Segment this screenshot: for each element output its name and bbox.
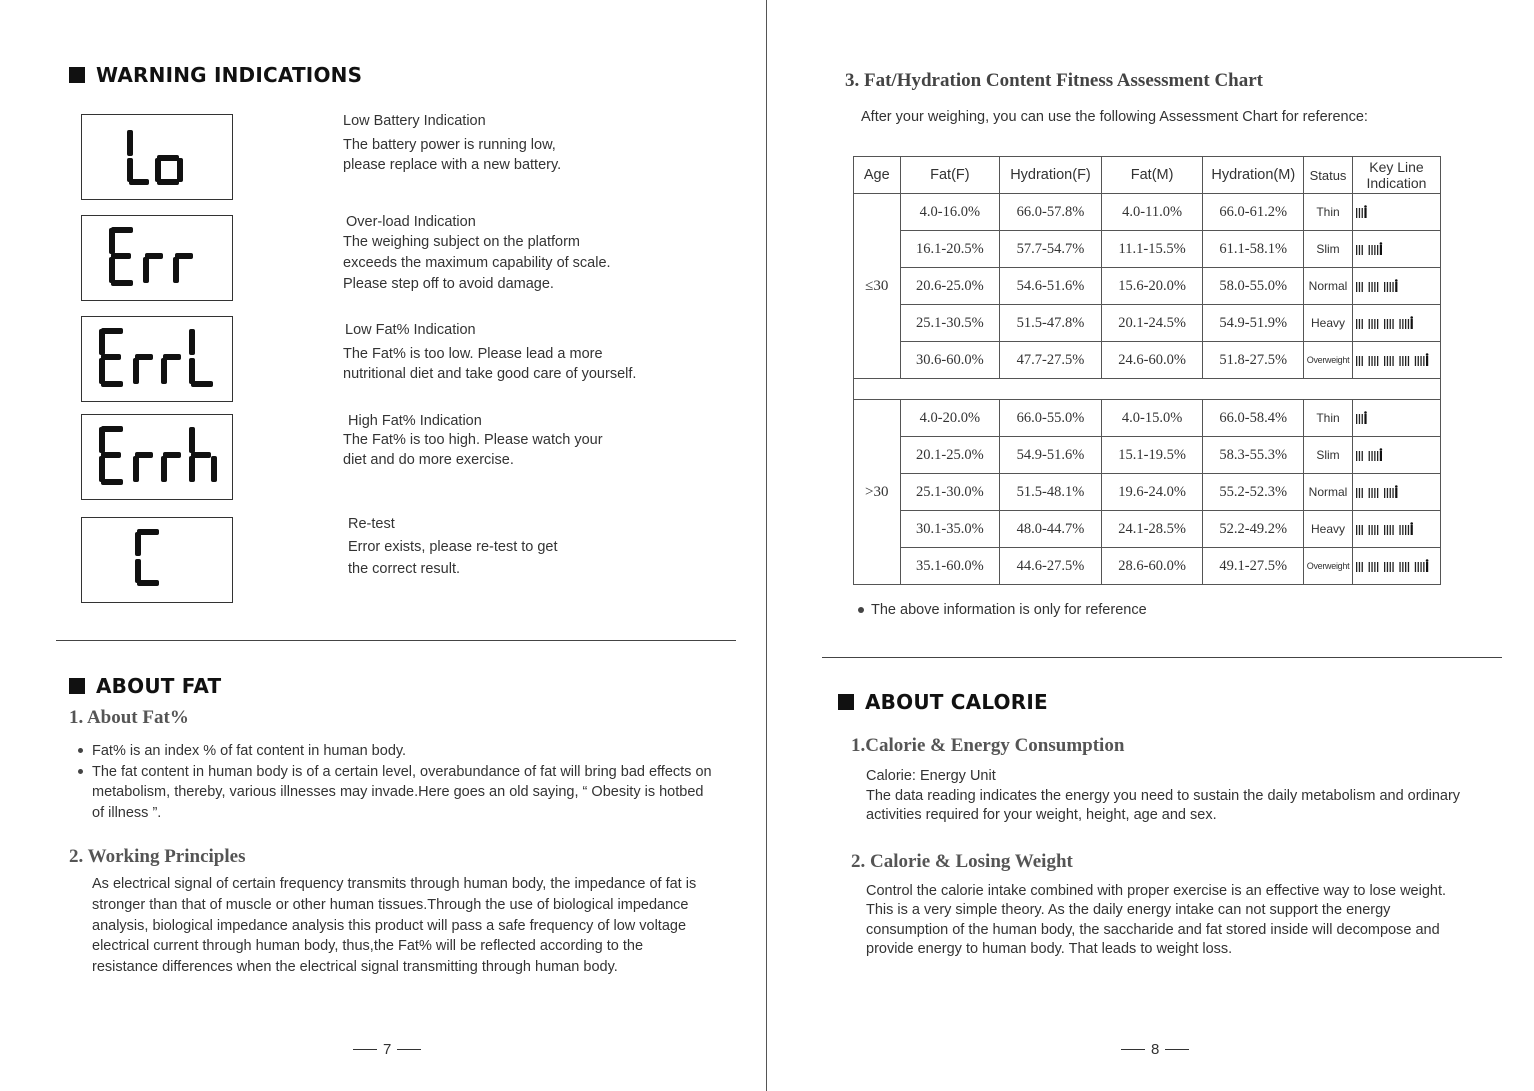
key-line-marker: [1411, 525, 1413, 535]
key-line-tick: [1377, 356, 1378, 366]
table-cell: 61.1-58.1%: [1203, 231, 1304, 268]
table-cell: 15.6-20.0%: [1101, 268, 1203, 305]
key-line-tick: [1387, 562, 1388, 572]
table-cell: 54.6-51.6%: [1000, 268, 1102, 305]
key-line-tick: [1371, 356, 1372, 366]
key-line-tick: [1356, 488, 1357, 498]
key-line-indication-icon: [1356, 485, 1440, 499]
warning-desc-line: The weighing subject on the platform: [343, 234, 580, 250]
key-line-marker: [1426, 356, 1428, 366]
chart-heading: 3. Fat/Hydration Content Fitness Assessment Chart: [845, 70, 1263, 91]
calorie-energy-line: The data reading indicates the energy you need to sustain the daily metabolism and ordinary activities required for your weight, height, age and sex.: [866, 787, 1461, 823]
key-line-tick: [1423, 356, 1424, 366]
key-line-tick: [1356, 282, 1357, 292]
key-line-tick: [1384, 562, 1385, 572]
key-line-cell: [1352, 548, 1440, 585]
key-line-indication-icon: [1356, 448, 1440, 462]
key-line-indication-icon: [1356, 522, 1440, 536]
key-line-tick: [1387, 356, 1388, 366]
table-cell: 51.5-48.1%: [1000, 474, 1102, 511]
column-header: Fat(M): [1101, 157, 1203, 194]
key-line-tick: [1362, 414, 1363, 424]
status-cell: Heavy: [1304, 305, 1353, 342]
page-number-text: 7: [383, 1041, 392, 1058]
key-line-dot: [1395, 485, 1398, 488]
key-line-dot: [1410, 316, 1413, 319]
warning-title: Over-load Indication: [346, 214, 476, 230]
table-cell: 16.1-20.5%: [900, 231, 1000, 268]
key-line-tick: [1399, 319, 1400, 329]
page-number-dash: [1165, 1049, 1189, 1050]
key-line-dot: [1364, 411, 1367, 414]
warning-title: Low Fat% Indication: [345, 322, 476, 338]
status-cell: Slim: [1304, 437, 1353, 474]
key-line-cell: [1352, 400, 1440, 437]
column-header: Age: [854, 157, 901, 194]
key-line-tick: [1402, 525, 1403, 535]
chart-body: [854, 194, 1441, 585]
table-row: [854, 194, 1441, 231]
key-line-tick: [1359, 245, 1360, 255]
key-line-cell: [1352, 511, 1440, 548]
lcd-display-lo: [81, 114, 233, 200]
key-line-tick: [1392, 562, 1393, 572]
table-row: [854, 548, 1441, 585]
about-calorie-heading-text: ABOUT CALORIE: [865, 690, 1048, 714]
key-line-tick: [1359, 525, 1360, 535]
key-line-tick: [1369, 282, 1370, 292]
key-line-tick: [1377, 451, 1378, 461]
key-line-tick: [1371, 245, 1372, 255]
key-line-tick: [1369, 525, 1370, 535]
key-line-tick: [1362, 245, 1363, 255]
calorie-energy-text: [866, 767, 1466, 826]
page-divider: [766, 0, 767, 1091]
table-cell: 4.0-16.0%: [900, 194, 1000, 231]
warning-item-low-fat: [343, 322, 636, 384]
key-line-tick: [1369, 245, 1370, 255]
key-line-marker: [1364, 414, 1366, 424]
table-cell: 24.1-28.5%: [1101, 511, 1203, 548]
key-line-tick: [1390, 282, 1391, 292]
calorie-losing-weight-text: Control the calorie intake combined with proper exercise is an effective way to lose weight. This is a very simple theory. As the daily energy intake can not support the energy consumption of the human body, the saccharide and fat stored inside will decompose and provide energy to human body. That leads to weight loss.: [866, 883, 1447, 957]
key-line-tick: [1374, 562, 1375, 572]
page-number-right: [1115, 1041, 1195, 1058]
key-line-tick: [1359, 414, 1360, 424]
key-line-tick: [1369, 451, 1370, 461]
key-line-tick: [1415, 562, 1416, 572]
table-cell: 49.1-27.5%: [1203, 548, 1304, 585]
key-line-tick: [1377, 562, 1378, 572]
key-line-tick: [1371, 319, 1372, 329]
key-line-tick: [1362, 356, 1363, 366]
key-line-tick: [1374, 319, 1375, 329]
key-line-tick: [1405, 319, 1406, 329]
key-line-tick: [1371, 282, 1372, 292]
heading-square-icon: [69, 678, 85, 694]
table-cell: 51.8-27.5%: [1203, 342, 1304, 379]
key-line-cell: [1352, 305, 1440, 342]
key-line-tick: [1377, 245, 1378, 255]
status-cell: Overweight: [1304, 342, 1353, 379]
table-row: [854, 437, 1441, 474]
key-line-tick: [1369, 488, 1370, 498]
key-line-tick: [1369, 356, 1370, 366]
key-line-tick: [1359, 562, 1360, 572]
key-line-indication-icon: [1356, 353, 1440, 367]
page-number-dash: [1121, 1049, 1145, 1050]
warning-item-retest: [348, 516, 558, 580]
warning-desc-line: the correct result.: [348, 561, 461, 577]
warning-item-high-fat: [343, 413, 603, 470]
about-fat-heading-text: ABOUT FAT: [96, 674, 222, 698]
key-line-tick: [1405, 356, 1406, 366]
key-line-tick: [1423, 562, 1424, 572]
key-line-tick: [1356, 525, 1357, 535]
key-line-tick: [1390, 356, 1391, 366]
warning-desc-line: diet and do more exercise.: [343, 452, 514, 468]
warning-item-overload: [343, 214, 611, 295]
warning-desc-line: Please step off to avoid damage.: [343, 276, 554, 292]
key-line-tick: [1356, 245, 1357, 255]
column-header: Hydration(M): [1203, 157, 1304, 194]
column-header: Fat(F): [900, 157, 1000, 194]
key-line-tick: [1362, 208, 1363, 218]
calorie-losing-weight-subheading: 2. Calorie & Losing Weight: [851, 851, 1073, 872]
key-line-tick: [1356, 562, 1357, 572]
key-line-tick: [1418, 562, 1419, 572]
table-gap-row: [854, 379, 1441, 400]
warning-desc-line: please replace with a new battery.: [343, 157, 562, 173]
key-line-tick: [1371, 451, 1372, 461]
key-line-tick: [1362, 319, 1363, 329]
about-calorie-heading: [838, 690, 1048, 714]
key-line-marker: [1395, 488, 1397, 498]
key-line-tick: [1362, 562, 1363, 572]
table-cell: 30.1-35.0%: [900, 511, 1000, 548]
key-line-tick: [1390, 319, 1391, 329]
chart-note: [858, 600, 1147, 621]
warning-title: Re-test: [348, 516, 395, 532]
key-line-tick: [1399, 562, 1400, 572]
key-line-marker: [1426, 562, 1428, 572]
warning-desc-line: nutritional diet and take good care of yourself.: [343, 366, 637, 382]
key-line-tick: [1369, 319, 1370, 329]
key-line-tick: [1374, 245, 1375, 255]
page-number-left: [347, 1041, 427, 1058]
key-line-tick: [1356, 319, 1357, 329]
table-cell: 24.6-60.0%: [1101, 342, 1203, 379]
calorie-energy-line: Calorie: Energy Unit: [866, 768, 996, 784]
key-line-tick: [1390, 525, 1391, 535]
key-line-tick: [1359, 488, 1360, 498]
key-line-header-line: Indication: [1366, 175, 1427, 191]
table-cell: 66.0-61.2%: [1203, 194, 1304, 231]
table-cell: 19.6-24.0%: [1101, 474, 1203, 511]
status-cell: Overweight: [1304, 548, 1353, 585]
lcd-errh-icon: [87, 422, 227, 492]
status-cell: Thin: [1304, 400, 1353, 437]
key-line-tick: [1408, 525, 1409, 535]
key-line-cell: [1352, 342, 1440, 379]
key-line-dot: [1395, 279, 1398, 282]
table-cell: 66.0-58.4%: [1203, 400, 1304, 437]
key-line-tick: [1384, 319, 1385, 329]
key-line-tick: [1362, 525, 1363, 535]
status-cell: Normal: [1304, 268, 1353, 305]
key-line-tick: [1362, 488, 1363, 498]
table-row: [854, 400, 1441, 437]
key-line-tick: [1408, 356, 1409, 366]
key-line-tick: [1371, 525, 1372, 535]
lcd-c-icon: [97, 525, 217, 595]
key-line-dot: [1380, 448, 1383, 451]
key-line-cell: [1352, 194, 1440, 231]
about-fat-subheading: 1. About Fat%: [69, 707, 189, 728]
page-number-dash: [353, 1049, 377, 1050]
table-cell: 47.7-27.5%: [1000, 342, 1102, 379]
column-header: Hydration(F): [1000, 157, 1102, 194]
key-line-dot: [1380, 242, 1383, 245]
key-line-tick: [1377, 525, 1378, 535]
key-line-tick: [1415, 356, 1416, 366]
key-line-tick: [1390, 488, 1391, 498]
heading-square-icon: [838, 694, 854, 710]
key-line-indication-icon: [1356, 411, 1440, 425]
key-line-tick: [1374, 451, 1375, 461]
key-line-marker: [1364, 208, 1366, 218]
key-line-tick: [1369, 562, 1370, 572]
key-line-cell: [1352, 268, 1440, 305]
table-cell: 28.6-60.0%: [1101, 548, 1203, 585]
key-line-dot: [1364, 205, 1367, 208]
table-row: [854, 511, 1441, 548]
table-cell: 25.1-30.0%: [900, 474, 1000, 511]
warning-desc-line: exceeds the maximum capability of scale.: [343, 255, 611, 271]
key-line-tick: [1405, 525, 1406, 535]
table-cell: 52.2-49.2%: [1203, 511, 1304, 548]
working-principles-text: As electrical signal of certain frequency transmits through human body, the impedance of fat is stronger than that of muscle or other human tissues.Through the use of biological impedance analysis, biological impedance analysis this product will pass a safe frequency of low voltage electrical current through human body, thus,the Fat% will be reflected according to the resistance differences when the electrical signal transmitting through human body.: [92, 876, 697, 976]
warning-desc-line: The battery power is running low,: [343, 137, 556, 153]
page-number-dash: [397, 1049, 421, 1050]
table-cell: 4.0-20.0%: [900, 400, 1000, 437]
list-item: The fat content in human body is of a certain level, overabundance of fat will bring bad effects on metabolism, thereby, various illnesses may invade.Here goes an old saying, “ Obesity is hotbed of illness ”.: [78, 762, 718, 824]
status-cell: Thin: [1304, 194, 1353, 231]
chart-note-text: The above information is only for reference: [871, 602, 1147, 618]
table-cell: 15.1-19.5%: [1101, 437, 1203, 474]
column-header-key-line: [1352, 157, 1440, 194]
key-line-cell: [1352, 437, 1440, 474]
warning-heading-text: WARNING INDICATIONS: [96, 63, 363, 87]
table-gap-cell: [854, 379, 1441, 400]
key-line-indication-icon: [1356, 279, 1440, 293]
table-cell: 58.3-55.3%: [1203, 437, 1304, 474]
table-cell: 55.2-52.3%: [1203, 474, 1304, 511]
key-line-marker: [1380, 245, 1382, 255]
key-line-tick: [1362, 282, 1363, 292]
calorie-energy-subheading: 1.Calorie & Energy Consumption: [851, 735, 1125, 756]
key-line-marker: [1380, 451, 1382, 461]
key-line-tick: [1399, 356, 1400, 366]
key-line-tick: [1387, 282, 1388, 292]
key-line-tick: [1420, 356, 1421, 366]
bullet-dot-icon: [858, 607, 864, 613]
key-line-tick: [1384, 356, 1385, 366]
about-fat-heading: [69, 674, 221, 698]
key-line-tick: [1374, 356, 1375, 366]
working-principles-subheading: 2. Working Principles: [69, 846, 246, 867]
table-cell: 11.1-15.5%: [1101, 231, 1203, 268]
page-number-text: 8: [1151, 1041, 1160, 1058]
key-line-tick: [1377, 488, 1378, 498]
key-line-tick: [1356, 356, 1357, 366]
warning-desc-line: The Fat% is too high. Please watch your: [343, 432, 603, 448]
key-line-marker: [1395, 282, 1397, 292]
key-line-tick: [1387, 525, 1388, 535]
key-line-tick: [1359, 208, 1360, 218]
key-line-tick: [1371, 488, 1372, 498]
table-cell: 66.0-55.0%: [1000, 400, 1102, 437]
table-cell: 54.9-51.9%: [1203, 305, 1304, 342]
table-cell: 66.0-57.8%: [1000, 194, 1102, 231]
key-line-tick: [1359, 319, 1360, 329]
key-line-indication-icon: [1356, 242, 1440, 256]
warning-heading: [69, 63, 362, 87]
key-line-tick: [1402, 319, 1403, 329]
key-line-tick: [1384, 282, 1385, 292]
age-cell: >30: [854, 400, 901, 585]
table-cell: 30.6-60.0%: [900, 342, 1000, 379]
key-line-tick: [1390, 562, 1391, 572]
table-cell: 51.5-47.8%: [1000, 305, 1102, 342]
key-line-indication-icon: [1356, 559, 1440, 573]
key-line-tick: [1356, 208, 1357, 218]
assessment-chart-table: [853, 156, 1441, 585]
table-cell: 4.0-15.0%: [1101, 400, 1203, 437]
key-line-tick: [1392, 525, 1393, 535]
table-row: [854, 342, 1441, 379]
key-line-tick: [1408, 319, 1409, 329]
list-item: Fat% is an index % of fat content in human body.: [78, 741, 718, 762]
table-row: [854, 474, 1441, 511]
section-divider: [822, 657, 1502, 658]
table-cell: 48.0-44.7%: [1000, 511, 1102, 548]
table-cell: 20.1-24.5%: [1101, 305, 1203, 342]
status-cell: Slim: [1304, 231, 1353, 268]
lcd-err-icon: [97, 223, 217, 293]
table-row: [854, 268, 1441, 305]
key-line-marker: [1411, 319, 1413, 329]
status-cell: Normal: [1304, 474, 1353, 511]
key-line-tick: [1359, 282, 1360, 292]
key-line-tick: [1420, 562, 1421, 572]
warning-item-low-battery: [343, 113, 561, 175]
key-line-tick: [1356, 451, 1357, 461]
key-line-tick: [1387, 488, 1388, 498]
table-cell: 44.6-27.5%: [1000, 548, 1102, 585]
key-line-tick: [1399, 525, 1400, 535]
key-line-cell: [1352, 231, 1440, 268]
key-line-tick: [1402, 356, 1403, 366]
table-row: [854, 231, 1441, 268]
warning-desc-line: The Fat% is too low. Please lead a more: [343, 346, 603, 362]
lcd-errl-icon: [87, 324, 227, 394]
key-line-tick: [1408, 562, 1409, 572]
age-cell: ≤30: [854, 194, 901, 379]
key-line-indication-icon: [1356, 205, 1440, 219]
lcd-lo-icon: [97, 122, 217, 192]
lcd-display-errl: [81, 316, 233, 402]
key-line-tick: [1387, 319, 1388, 329]
key-line-tick: [1402, 562, 1403, 572]
table-cell: 25.1-30.5%: [900, 305, 1000, 342]
table-cell: 35.1-60.0%: [900, 548, 1000, 585]
key-line-dot: [1426, 353, 1429, 356]
key-line-dot: [1426, 559, 1429, 562]
lcd-display-err: [81, 215, 233, 301]
chart-intro: After your weighing, you can use the following Assessment Chart for reference:: [861, 109, 1368, 125]
lcd-display-c: [81, 517, 233, 603]
key-line-tick: [1392, 488, 1393, 498]
key-line-tick: [1359, 356, 1360, 366]
key-line-tick: [1356, 414, 1357, 424]
key-line-header-line: Key Line: [1369, 159, 1424, 175]
key-line-tick: [1384, 525, 1385, 535]
column-header: Status: [1304, 157, 1353, 194]
key-line-tick: [1374, 282, 1375, 292]
key-line-tick: [1392, 356, 1393, 366]
table-header-row: [854, 157, 1441, 194]
key-line-tick: [1384, 488, 1385, 498]
warning-title: High Fat% Indication: [348, 413, 482, 429]
key-line-tick: [1377, 282, 1378, 292]
key-line-tick: [1374, 525, 1375, 535]
key-line-indication-icon: [1356, 316, 1440, 330]
table-cell: 58.0-55.0%: [1203, 268, 1304, 305]
about-fat-bullets: [78, 741, 718, 823]
key-line-tick: [1359, 451, 1360, 461]
table-cell: 54.9-51.6%: [1000, 437, 1102, 474]
table-cell: 4.0-11.0%: [1101, 194, 1203, 231]
table-row: [854, 305, 1441, 342]
warning-desc-line: Error exists, please re-test to get: [348, 539, 558, 555]
key-line-tick: [1392, 319, 1393, 329]
section-divider: [56, 640, 736, 641]
key-line-dot: [1410, 522, 1413, 525]
status-cell: Heavy: [1304, 511, 1353, 548]
key-line-tick: [1374, 488, 1375, 498]
key-line-tick: [1392, 282, 1393, 292]
key-line-tick: [1377, 319, 1378, 329]
key-line-tick: [1418, 356, 1419, 366]
table-cell: 20.6-25.0%: [900, 268, 1000, 305]
key-line-cell: [1352, 474, 1440, 511]
key-line-tick: [1362, 451, 1363, 461]
table-cell: 57.7-54.7%: [1000, 231, 1102, 268]
key-line-tick: [1405, 562, 1406, 572]
key-line-tick: [1371, 562, 1372, 572]
lcd-display-errh: [81, 414, 233, 500]
warning-title: Low Battery Indication: [343, 113, 486, 129]
heading-square-icon: [69, 67, 85, 83]
table-cell: 20.1-25.0%: [900, 437, 1000, 474]
